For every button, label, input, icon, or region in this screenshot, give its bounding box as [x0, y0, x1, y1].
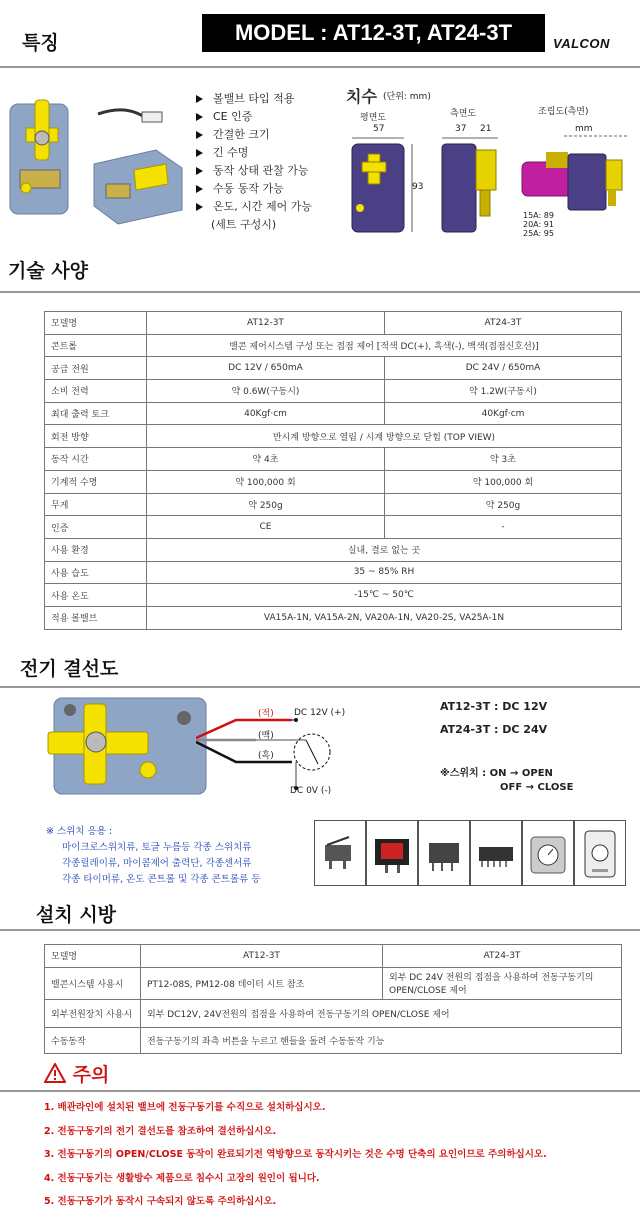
triangle-bullet-icon: [196, 113, 203, 121]
spec-row-span: 밸콘 제어시스템 구성 또는 접점 제어 [적색 DC(+), 흑색(-), 백색(접점신호선)]: [147, 334, 622, 357]
side-view-drawing: [440, 136, 502, 236]
assembly-view-drawing: [520, 134, 630, 218]
spec-row-value-a: 약 0.6W(구동시): [147, 380, 385, 403]
tech-spec-table: [44, 311, 622, 630]
table-row: [45, 945, 622, 968]
table-row: [45, 561, 622, 584]
switch-note-title: ※ 스위치 응용 :: [46, 826, 113, 837]
assembly-size-list: [523, 211, 554, 238]
install-row-a: PT12-08S, PM12-08 데이터 시트 참조: [141, 967, 383, 999]
feature-item: 긴 수명: [196, 144, 312, 162]
side-view-label: 측면도: [450, 109, 477, 119]
triangle-bullet-icon: [196, 185, 203, 193]
spec-row-span: 반시계 방향으로 열림 / 시계 방향으로 닫힘 (TOP VIEW): [147, 425, 622, 448]
rocker-switch-icon: [366, 820, 418, 886]
spec-row-label: 모델명: [45, 312, 147, 335]
spec-row-label: 소비 전력: [45, 380, 147, 403]
install-rule: [0, 929, 640, 931]
spec-row-value-a: 약 100,000 회: [147, 470, 385, 493]
features-title: 특징: [22, 32, 59, 54]
triangle-bullet-icon: [196, 203, 203, 211]
feature-item: 동작 상태 관찰 가능: [196, 162, 312, 180]
wiring-title: 전기 결선도: [20, 658, 119, 680]
feature-note: (세트 구성시): [211, 218, 277, 231]
feature-item: 온도, 시간 제어 가능: [196, 198, 312, 216]
table-row: [45, 1027, 622, 1053]
red-wire-label: (적): [258, 709, 274, 719]
assembly-size: 15A: 89: [523, 211, 554, 220]
timer-icon: [522, 820, 574, 886]
spec-row-label: 기계적 수명: [45, 470, 147, 493]
table-row: [45, 967, 622, 999]
front-height-dim: 93: [412, 182, 424, 192]
spec-row-value-a: 40Kgf·cm: [147, 402, 385, 425]
dimensions-unit: (단위: mm): [383, 92, 431, 102]
switch-on: ※스위치 : ON → OPEN: [440, 768, 553, 779]
feature-list: [196, 90, 312, 234]
caution-list: [44, 1096, 547, 1214]
table-row: [45, 402, 622, 425]
triangle-bullet-icon: [196, 131, 203, 139]
wiring-device-photo: [44, 694, 214, 798]
valcon-logo: VALCON: [553, 36, 610, 51]
table-row: [45, 312, 622, 335]
spec-row-label: 사용 온도: [45, 584, 147, 607]
wiring-rule: [0, 686, 640, 688]
spec-row-label: 인증: [45, 516, 147, 539]
spec-row-value-b: 약 3초: [385, 448, 622, 471]
caution-item: 1. 배관라인에 설치된 밸브에 전동구동기를 수직으로 설치하십시오.: [44, 1102, 326, 1113]
table-row: [45, 448, 622, 471]
front-view-label: 평면도: [360, 113, 387, 123]
switch-note: [46, 824, 261, 888]
spec-row-value-a: 약 250g: [147, 493, 385, 516]
feature-item: CE 인증: [196, 108, 312, 126]
tech-spec-title: 기술 사양: [8, 260, 89, 282]
table-row: [45, 999, 622, 1027]
spec-row-span: 실내, 결로 없는 곳: [147, 538, 622, 561]
spec-row-value-b: 40Kgf·cm: [385, 402, 622, 425]
table-row: [45, 584, 622, 607]
spec-row-label: 사용 환경: [45, 538, 147, 561]
spec-row-label: 회전 방향: [45, 425, 147, 448]
dc-plus-label: DC 12V (+): [294, 708, 346, 718]
spec-row-value-b: 약 1.2W(구동시): [385, 380, 622, 403]
install-title: 설치 시방: [36, 904, 117, 926]
spec-row-value-b: 약 100,000 회: [385, 470, 622, 493]
switch-note-line: 각종 타이머류, 온도 콘트롤 및 각종 콘트롤류 등: [62, 874, 261, 885]
install-row-b: 외부 DC 24V 전원의 접점을 사용하여 전동구동기의 OPEN/CLOSE 제어: [383, 967, 622, 999]
table-row: [45, 425, 622, 448]
product-photo: [6, 88, 186, 228]
install-header-b: AT24-3T: [383, 945, 622, 968]
caution-rule: [0, 1090, 640, 1092]
dimensions-title: 치수: [346, 87, 377, 106]
caution-title: 주의: [72, 1064, 110, 1086]
table-row: [45, 380, 622, 403]
spec-row-value-b: DC 24V / 650mA: [385, 357, 622, 380]
spec-row-value-a: CE: [147, 516, 385, 539]
triangle-bullet-icon: [196, 167, 203, 175]
install-row-span: 전동구동기의 좌측 버튼을 누르고 핸들을 돌려 수동동작 기능: [141, 1027, 622, 1053]
install-row-label: 외부전원장치 사용시: [45, 999, 141, 1027]
spec-row-value-b: AT24-3T: [385, 312, 622, 335]
table-row: [45, 606, 622, 629]
install-header-a: AT12-3T: [141, 945, 383, 968]
caution-item: 3. 전동구동기의 OPEN/CLOSE 동작이 완료되기전 역방향으로 동작시키는 것은 수명 단축의 요인이므로 주의하십시오.: [44, 1149, 547, 1160]
spec-row-label: 적용 볼밸브: [45, 606, 147, 629]
spec-row-value-b: -: [385, 516, 622, 539]
switch-note-line: 마이크로스위치류, 토글 누름등 각종 스위치류: [62, 842, 252, 853]
table-row: [45, 516, 622, 539]
spec-row-label: 공급 전원: [45, 357, 147, 380]
model-voltage-1: AT12-3T : DC 12V: [440, 700, 548, 713]
spec-row-label: 무게: [45, 493, 147, 516]
install-row-label: 수동동작: [45, 1027, 141, 1053]
spec-row-value-a: 약 4초: [147, 448, 385, 471]
install-row-label: 밸콘시스템 사용시: [45, 967, 141, 999]
ic-chip-icon: [470, 820, 522, 886]
warning-triangle-icon: [44, 1063, 66, 1083]
spec-row-label: 콘트롤: [45, 334, 147, 357]
table-row: [45, 334, 622, 357]
table-row: [45, 538, 622, 561]
model-title-banner: [202, 14, 545, 52]
spec-row-label: 사용 습도: [45, 561, 147, 584]
thermostat-icon: [574, 820, 626, 886]
assembly-size: 20A: 91: [523, 220, 554, 229]
feature-item: 간결한 크기: [196, 126, 312, 144]
tech-spec-rule: [0, 291, 640, 293]
spec-row-span: -15℃ ~ 50℃: [147, 584, 622, 607]
white-wire-label: (백): [258, 731, 274, 741]
switch-icon-strip: [314, 820, 630, 888]
caution-item: 5. 전동구동기가 동작시 구속되지 않도록 주의하십시오.: [44, 1196, 277, 1207]
spec-row-label: 동작 시간: [45, 448, 147, 471]
side-width-dim-2: 21: [480, 124, 492, 134]
header-rule: [0, 66, 640, 68]
triangle-bullet-icon: [196, 149, 203, 157]
front-width-dim: 57: [373, 124, 385, 134]
model-title: MODEL : AT12-3T, AT24-3T: [234, 20, 513, 45]
black-wire-label: (흑): [258, 751, 274, 761]
switch-off: OFF → CLOSE: [500, 782, 574, 793]
install-row-span: 외부 DC12V, 24V전원의 접점을 사용하여 전동구동기의 OPEN/CLOSE 제어: [141, 999, 622, 1027]
caution-heading: [44, 1060, 109, 1087]
caution-item: 2. 전동구동기의 전기 결선도를 참조하여 결선하십시오.: [44, 1125, 277, 1137]
spec-row-label: 최대 출력 토크: [45, 402, 147, 425]
feature-item: 수동 동작 가능: [196, 180, 312, 198]
dc-minus-label: DC 0V (-): [290, 786, 332, 796]
assembly-view-label: 조립도(측면): [538, 107, 589, 117]
spec-row-value-b: 약 250g: [385, 493, 622, 516]
table-row: [45, 470, 622, 493]
switch-note-line: 각종릴레이류, 마이콤제어 출력단, 각종센서류: [62, 858, 252, 869]
table-row: [45, 357, 622, 380]
micro-switch-icon: [314, 820, 366, 886]
assembly-size: 25A: 95: [523, 229, 554, 238]
install-header-label: 모델명: [45, 945, 141, 968]
triangle-bullet-icon: [196, 95, 203, 103]
caution-item: 4. 전동구동기는 생활방수 제품으로 침수시 고장의 원인이 됩니다.: [44, 1172, 320, 1184]
feature-item: 볼밸브 타입 적용: [196, 90, 312, 108]
spec-row-span: VA15A-1N, VA15A-2N, VA20A-1N, VA20-2S, VA25A-1N: [147, 606, 622, 629]
table-row: [45, 493, 622, 516]
spec-row-span: 35 ~ 85% RH: [147, 561, 622, 584]
assembly-unit-dim: mm: [575, 124, 593, 134]
side-width-dim-1: 37: [455, 124, 467, 134]
relay-icon: [418, 820, 470, 886]
install-table: [44, 944, 622, 1054]
model-voltage-2: AT24-3T : DC 24V: [440, 723, 548, 736]
spec-row-value-a: AT12-3T: [147, 312, 385, 335]
spec-row-value-a: DC 12V / 650mA: [147, 357, 385, 380]
